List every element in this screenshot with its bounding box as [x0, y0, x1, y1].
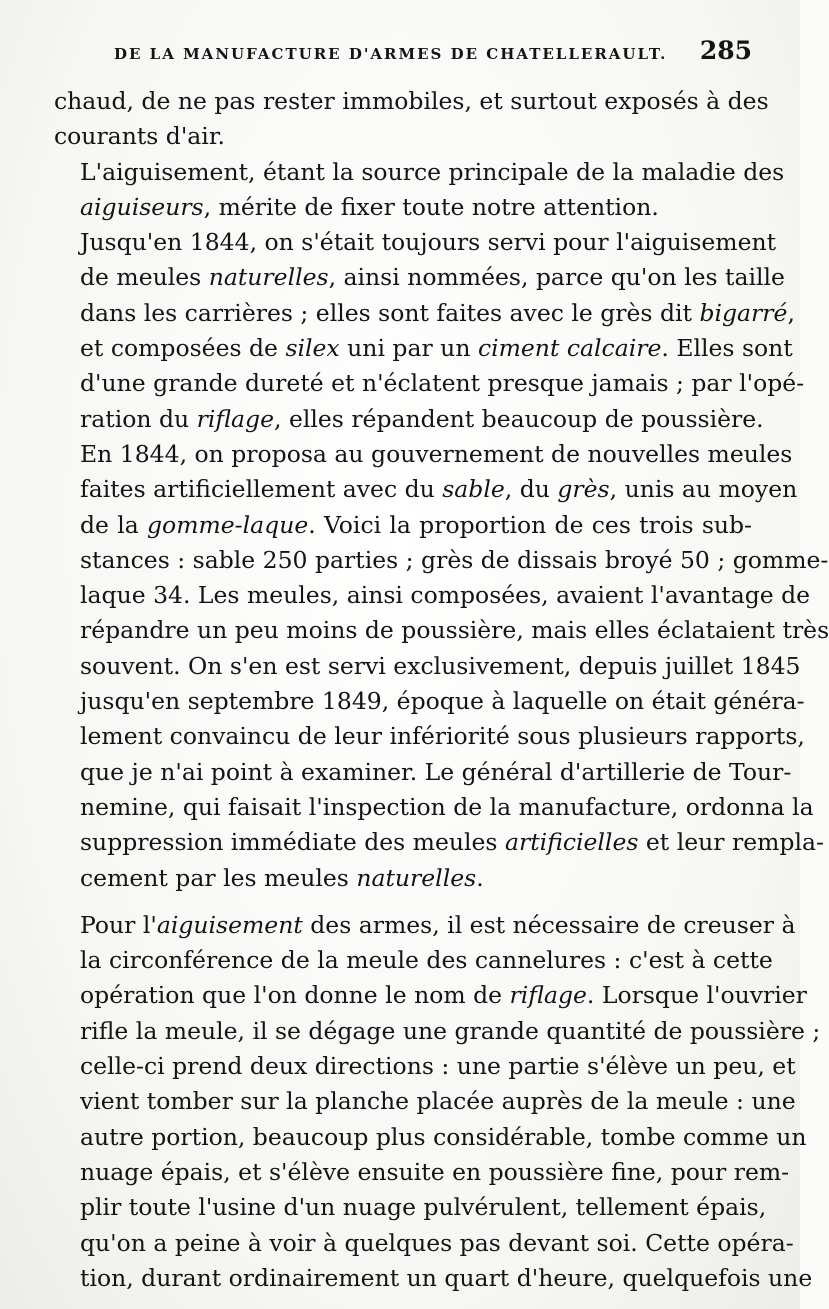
paragraph [54, 84, 769, 155]
text-span: Jusqu'en 1844, on s'était toujours servi pour l'aiguisement [80, 228, 777, 257]
italic-text: riflage [196, 404, 274, 433]
text-span: . Voici la proportion de ces trois sub- [308, 510, 752, 539]
text-span: courants d'air. [54, 122, 225, 151]
text-span: la circonférence de la meule des cannelures : c'est à cette [80, 946, 773, 975]
text-span: de la [80, 510, 148, 539]
text-span: que je n'ai point à examiner. Le général d'artillerie de Tour- [80, 757, 792, 786]
paragraph [54, 225, 805, 437]
text-line [54, 861, 752, 896]
text-line [54, 755, 792, 790]
text-span: suppression immédiate des meules [80, 828, 505, 857]
text-span: d'une grande dureté et n'éclatent presque jamais ; par l'opé- [80, 369, 805, 398]
text-line [54, 825, 824, 860]
text-span: jusqu'en septembre 1849, époque à laquelle on était généra- [80, 687, 805, 716]
text-span: chaud, de ne pas rester immobiles, et surtout exposés à des [54, 87, 769, 115]
text-span: autre portion, beaucoup plus considérable, tombe comme un [80, 1122, 807, 1151]
text-span: , [787, 298, 795, 327]
text-line [54, 543, 829, 578]
text-line [54, 296, 795, 331]
text-line [54, 260, 785, 295]
text-line [54, 684, 805, 719]
text-span: nemine, qui faisait l'inspection de la manufacture, ordonna la [80, 792, 814, 821]
text-span: , elles répandent beaucoup de poussière. [274, 404, 764, 433]
page-number: 285 [699, 36, 752, 65]
text-span: rifle la meule, il se dégage une grande quantité de poussière ; [80, 1016, 821, 1045]
text-line [54, 1120, 807, 1155]
text-line [54, 1155, 790, 1190]
text-line [54, 472, 798, 507]
text-line [54, 366, 805, 401]
text-line [54, 190, 752, 225]
paragraph [54, 155, 785, 226]
text-span: souvent. On s'en est servi exclusivement, depuis juillet 1845 [80, 651, 801, 680]
italic-text: gomme-laque [147, 510, 309, 539]
text-line [54, 437, 793, 472]
text-line [54, 331, 793, 366]
running-title: DE LA MANUFACTURE D'ARMES DE CHATELLERAULT. [114, 45, 668, 63]
italic-text: riflage [509, 981, 587, 1010]
text-span: Pour l' [80, 910, 157, 939]
text-span: et composées de [80, 334, 286, 363]
text-line [54, 1049, 796, 1084]
text-span: uni par un [339, 334, 478, 363]
text-line [54, 978, 807, 1013]
text-span: des armes, il est nécessaire de creuser à [302, 910, 796, 939]
text-span: de meules [80, 263, 209, 292]
italic-text: naturelles [356, 863, 477, 892]
text-span: , du [504, 475, 558, 504]
text-span: opération que l'on donne le nom de [80, 981, 510, 1010]
text-span: En 1844, on proposa au gouvernement de nouvelles meules [80, 439, 793, 468]
text-line [54, 613, 829, 648]
italic-text: aiguisement [156, 910, 303, 939]
text-span: nuage épais, et s'élève ensuite en poussière fine, pour rem- [80, 1157, 790, 1186]
text-span: qu'on a peine à voir à quelques pas devant soi. Cette opéra- [80, 1228, 794, 1257]
text-line [54, 943, 773, 978]
text-line [54, 225, 777, 260]
text-line [54, 1261, 813, 1296]
text-line [54, 908, 796, 943]
text-span: dans les carrières ; elles sont faites avec le grès dit [80, 298, 700, 327]
text-span: faites artificiellement avec du [80, 475, 443, 504]
text-line [54, 649, 801, 684]
italic-text: naturelles [208, 263, 329, 292]
italic-text: sable [442, 475, 505, 504]
text-span: ration du [80, 404, 197, 433]
text-span: , unis au moyen [609, 475, 798, 504]
text-line [54, 1226, 794, 1261]
text-line [54, 1014, 821, 1049]
italic-text: silex [285, 334, 340, 363]
text-line [54, 790, 814, 825]
text-span: répandre un peu moins de poussière, mais elles éclataient très [80, 616, 829, 645]
text-span: laque 34. Les meules, ainsi composées, avaient l'avantage de [80, 581, 811, 610]
italic-text: ciment calcaire [477, 334, 662, 363]
text-line [54, 1084, 796, 1119]
paragraph [54, 437, 829, 896]
text-span: L'aiguisement, étant la source principale de la maladie des [80, 157, 785, 186]
text-line [54, 402, 764, 437]
text-span: celle-ci prend deux directions : une partie s'élève un peu, et [80, 1052, 796, 1081]
body-text [54, 84, 829, 1296]
text-span: tion, durant ordinairement un quart d'heure, quelquefois une [80, 1263, 813, 1292]
text-span: plir toute l'usine d'un nuage pulvérulent, tellement épais, [80, 1193, 767, 1222]
text-span: . Lorsque l'ouvrier [586, 981, 807, 1010]
italic-text: bigarré [699, 298, 788, 327]
text-line [54, 119, 752, 154]
text-line [54, 1190, 767, 1225]
text-line [54, 84, 769, 119]
paragraph [54, 908, 821, 1296]
text-span: et leur rempla- [638, 828, 824, 857]
italic-text: aiguiseurs [80, 192, 204, 221]
text-line [54, 155, 785, 190]
text-span: , mérite de fixer toute notre attention. [203, 192, 659, 221]
text-line [54, 508, 752, 543]
text-span: stances : sable 250 parties ; grès de dissais broyé 50 ; gomme- [80, 545, 829, 574]
text-line [54, 578, 811, 613]
text-line [54, 719, 805, 754]
italic-text: grès [557, 475, 610, 504]
text-span: . Elles sont [661, 334, 793, 363]
text-span: , ainsi nommées, parce qu'on les taille [328, 263, 785, 292]
text-span: cement par les meules [80, 863, 357, 892]
running-header [114, 36, 752, 84]
text-span: vient tomber sur la planche placée auprès de la meule : une [80, 1087, 796, 1116]
text-span: lement convaincu de leur infériorité sous plusieurs rapports, [80, 722, 805, 751]
text-span: . [476, 863, 484, 892]
italic-text: artificielles [504, 828, 639, 857]
